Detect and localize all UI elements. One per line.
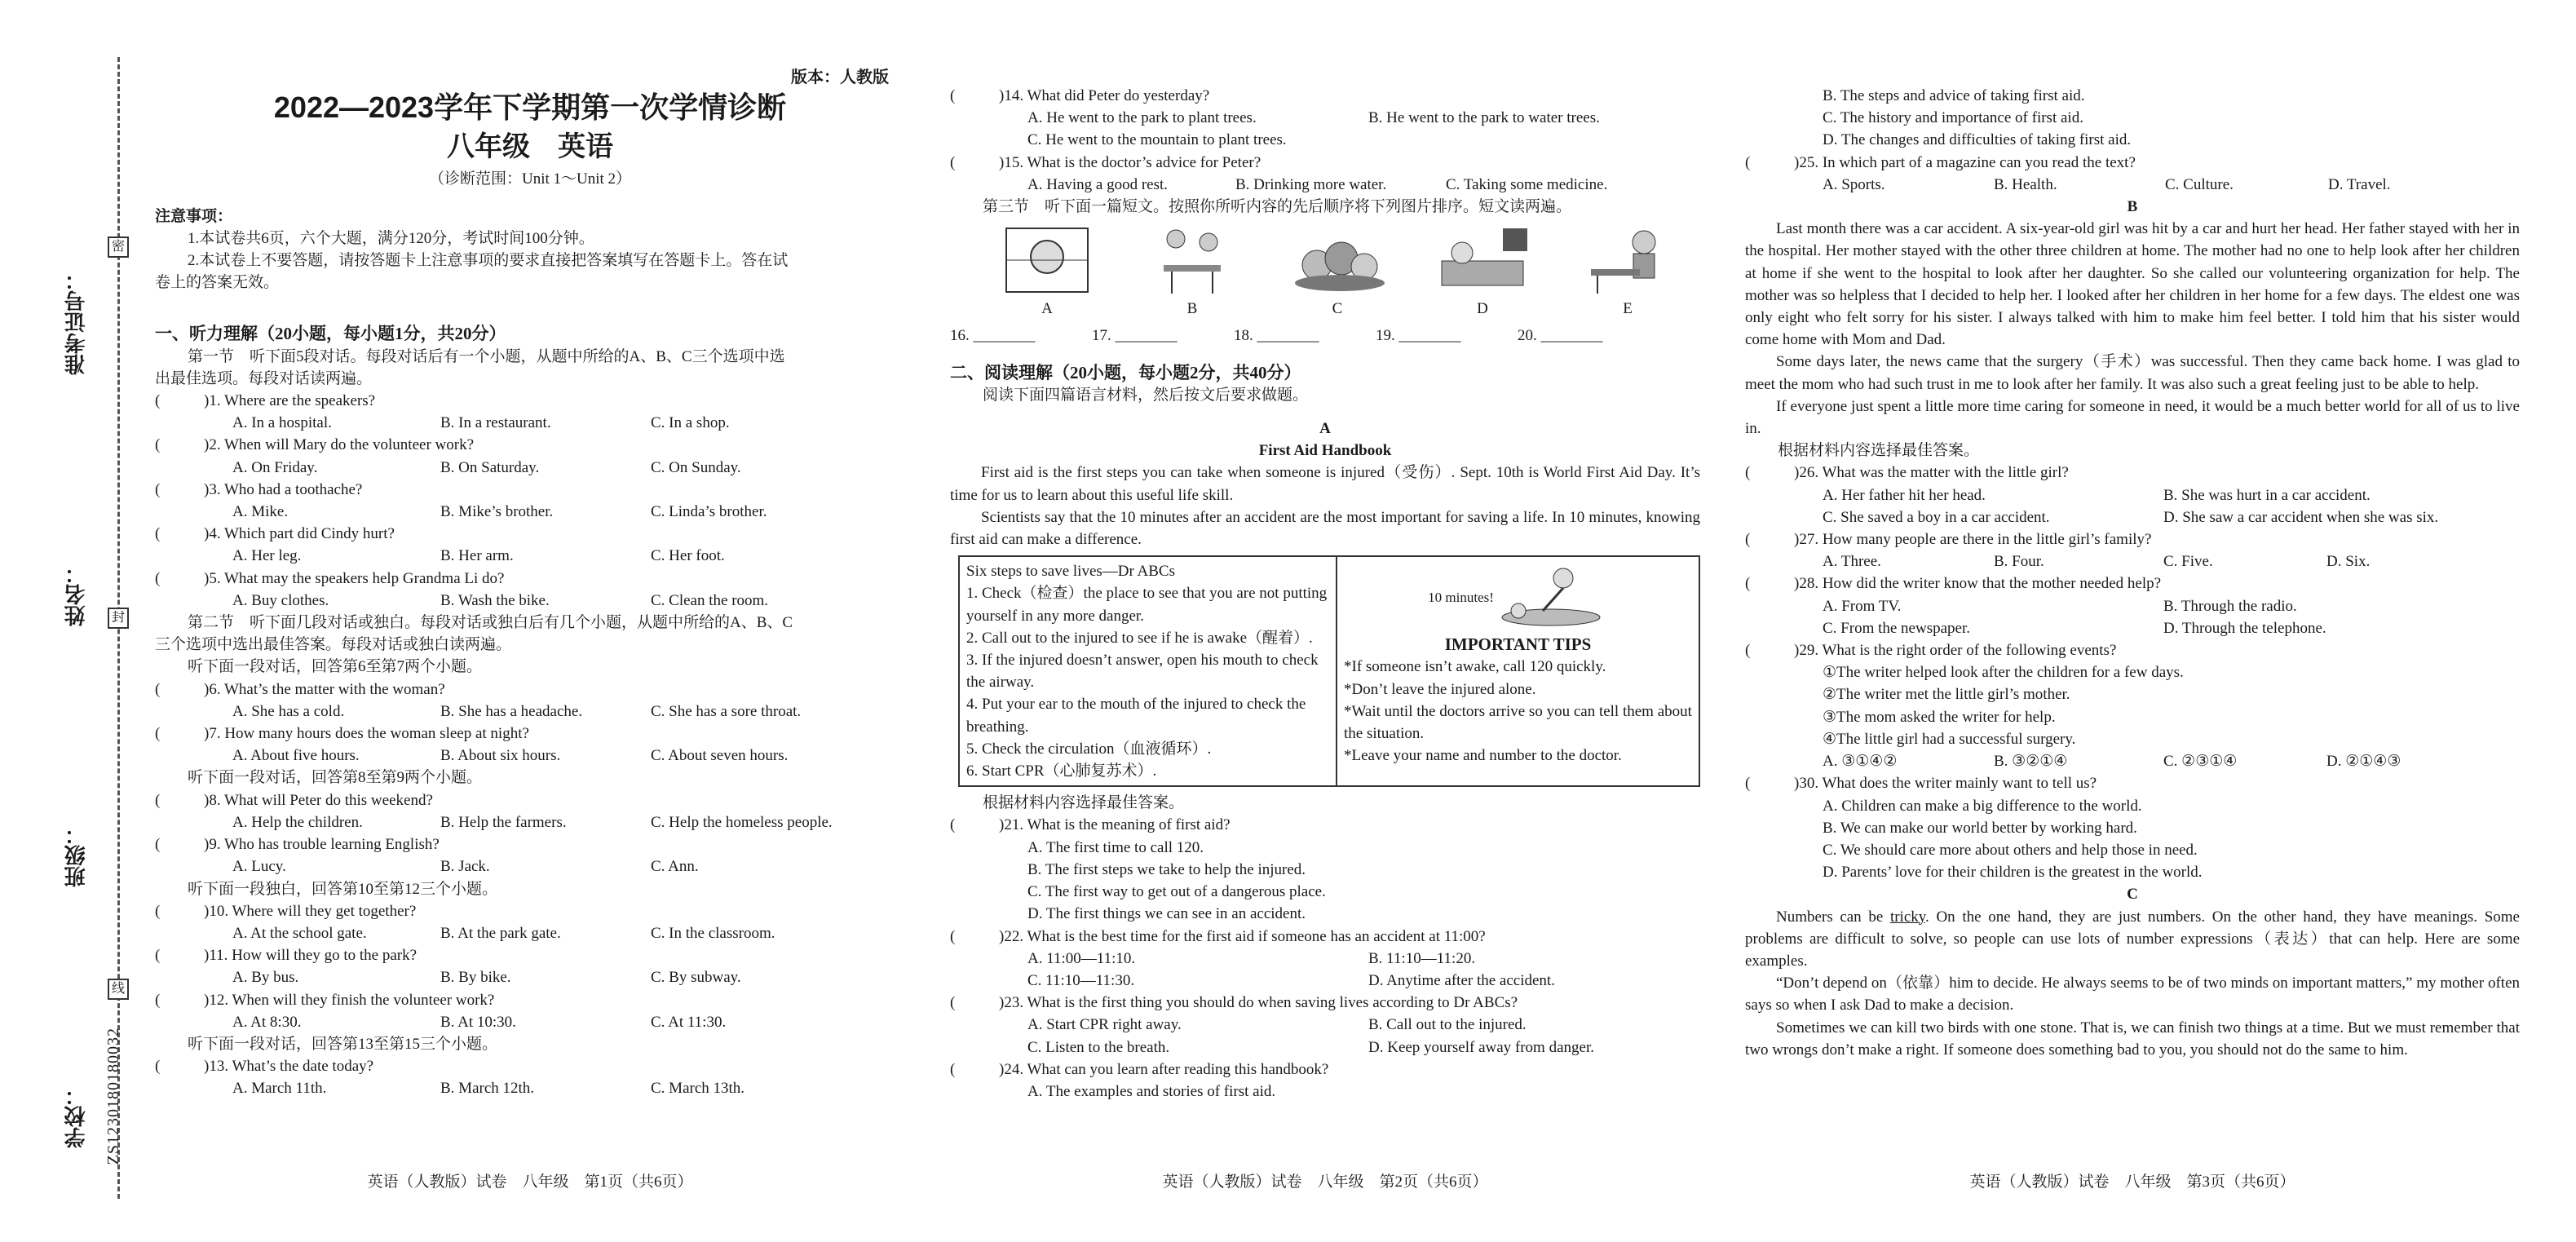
options: A. Sports. B. Health. C. Culture. D. Travel. [1823,175,2391,193]
note-line: 卷上的答案无效。 [155,274,280,292]
passage-b-label: B [2127,198,2138,216]
section2-intro: 阅读下面四篇语言材料，然后按文后要求做题。 [983,386,1309,404]
choose-note: 根据材料内容选择最佳答案。 [983,794,1185,812]
listening-note: 听下面一段独白，回答第10至第12三个小题。 [188,880,498,898]
passage-b-paragraph: Some days later, the news came that the surgery（手术）was successful. Then they came back home. I was glad to meet the mom who had such trust in me to look after her family. It was also such a great feeling just to be able to help. [1745,353,2520,393]
options: A. The first time to call 120. [1027,838,1204,856]
options: A. She has a cold. B. She has a headache. C. She has a sore throat. [232,702,802,720]
step-item: 4. Put your ear to the mouth of the injured to check the breathing. [966,696,1306,736]
picture-b [1120,224,1265,320]
edition-label: 版本：人教版 [791,69,889,86]
options: A. Her father hit her head. B. She was hurt in a car accident. [1823,486,2371,504]
question-22: ( ) 22. What is the best time for the first aid if someone has an accident at 11:00? [950,927,1486,945]
options: A. About five hours. B. About six hours. C. About seven hours. [232,747,789,765]
choose-note: 根据材料内容选择最佳答案。 [1778,442,1980,460]
options: A. At the school gate. B. At the park gate. C. In the classroom. [232,924,775,942]
cpr-illustration [1494,560,1608,634]
event-item: ①The writer helped look after the children for a few days. [1823,664,2184,682]
part3-intro: 第三节 听下面一篇短文。按照你所听内容的先后顺序将下列图片排序。短文读两遍。 [983,198,1572,216]
class-label: 班级： [64,824,88,887]
answer-blank[interactable]: 20. ________ [1518,327,1603,345]
exam-scope: （诊断范围：Unit 1～Unit 2） [428,170,632,188]
question-4: ( ) 4. Which part did Cindy hurt? [155,525,395,543]
options: C. Listen to the breath. D. Keep yourself away from danger. [1027,1038,1594,1056]
answer-blank[interactable]: 16. ________ [950,327,1036,345]
options: A. By bus. B. By bike. C. By subway. [232,969,741,987]
answer-blank[interactable]: 19. ________ [1376,327,1461,345]
question-10: ( ) 10. Where will they get together? [155,902,417,920]
picture-e [1555,224,1700,320]
step-item: 2. Call out to the injured to see if he is awake（醒着）. [966,629,1313,647]
options: C. She saved a boy in a car accident. D. She saw a car accident when she was six. [1823,508,2439,526]
options: D. The first things we can see in an accident. [1027,905,1306,923]
seal-char: 密 [108,236,129,258]
name-label: 姓名： [64,563,88,626]
listening-note: 听下面一段对话，回答第8至第9两个小题。 [188,769,483,787]
picture-row [974,224,1700,320]
question-5: ( ) 5. What may the speakers help Grandma Li do? [155,569,505,587]
people-table-illustration [1139,224,1245,298]
tips-panel [1337,557,1699,785]
passage-a-label: A [1319,420,1331,438]
event-item: ④The little girl had a successful surgery. [1823,730,2076,748]
passage-b-paragraph: Last month there was a car accident. A six-year-old girl was hit by a car and hurt her head. Her father stayed with her in the hospital. Her mother stayed with the other three children at home. The mother had no one to help look after her children at home if she went to the hospital to look after her daughter. So she called our volunteering organization for help. The mother was so helpless that I decided to help her. I looked after her children in her home for a few days. The eldest one was only eight who felt sorry for his sister. I always talked with him to make him feel better. I told him that his sister would come home with Mom and Dad. [1745,220,2520,349]
section1-title: 一、听力理解（20小题，每小题1分，共20分） [155,324,506,344]
seal-char: 线 [108,979,129,1000]
picture-c [1265,224,1410,320]
note-line: 1.本试卷共6页，六个大题，满分120分，考试时间100分钟。 [188,229,594,247]
options: A. In a hospital. B. In a restaurant. C. In a shop. [232,414,730,432]
options: B. The first steps we take to help the injured. [1027,860,1306,878]
underlined-word: tricky [1889,908,1926,926]
passage-a-paragraph: First aid is the first steps you can take when someone is injured（受伤）. Sept. 10th is World First Aid Day. It’s time for us to learn about this useful life skill. [950,464,1700,504]
tip-item: *If someone isn’t awake, call 120 quickly. [1344,658,1606,676]
event-item: ②The writer met the little girl’s mother. [1823,686,2070,704]
picture-d [1410,224,1555,320]
question-7: ( ) 7. How many hours does the woman sleep at night? [155,725,529,743]
question-24: ( ) 24. What can you learn after reading this handbook? [950,1060,1329,1078]
notes-title: 注意事项： [155,207,233,225]
passage-a-title: First Aid Handbook [1258,442,1392,460]
serial-number: ZS1230180180032 [104,1028,122,1165]
tip-item: *Don’t leave the injured alone. [1344,680,1536,698]
school-label: 学校： [64,1085,88,1148]
question-14: ( ) 14. What did Peter do yesterday? [950,87,1210,104]
question-29: ( ) 29. What is the right order of the following events? [1745,642,2117,660]
options: A. Mike. B. Mike’s brother. C. Linda’s brother. [232,503,767,521]
tip-item: *Wait until the doctors arrive so you can tell them about the situation. [1344,702,1692,743]
step-item: 3. If the injured doesn’t answer, open his mouth to check the airway. [966,652,1319,692]
tips-title: IMPORTANT TIPS [1444,634,1592,655]
listening-note: 听下面一段对话，回答第6至第7两个小题。 [188,658,483,676]
binding-strip [0,0,155,1242]
page-footer: 英语（人教版）试卷 八年级 第3页（共6页） [1969,1173,2295,1191]
options: A. March 11th. B. March 12th. C. March 13th. [232,1080,745,1098]
picture-a [974,224,1120,320]
tip-item: *Leave your name and number to the doctor. [1344,747,1622,765]
options: A. Children can make a big difference to the world. [1823,797,2142,815]
options: A. Start CPR right away. B. Call out to the injured. [1027,1016,1527,1034]
fruit-basket-illustration [1284,224,1390,298]
picture-label: E [1623,300,1633,318]
answer-blanks [950,325,1700,347]
event-item: ③The mom asked the writer for help. [1823,708,2056,726]
options: A. ③①④② B. ③②①④ C. ②③①④ D. ②①④③ [1823,753,2401,771]
options: A. Help the children. B. Help the farmers. C. Help the homeless people. [232,813,833,831]
options: A. On Friday. B. On Saturday. C. On Sunday. [232,458,741,476]
options: D. The changes and difficulties of taking first aid. [1823,131,2132,149]
question-9: ( ) 9. Who has trouble learning English? [155,836,440,854]
options: B. We can make our world better by working hard. [1823,819,2137,837]
question-12: ( ) 12. When will they finish the volunteer work? [155,991,495,1009]
part1-intro: 出最佳选项。每段对话读两遍。 [155,369,373,387]
options: C. From the newspaper. D. Through the telephone. [1823,619,2326,637]
passage-c-paragraph: Sometimes we can kill two birds with one stone. That is, we can finish two things at a time. But we must remember that two wrongs don’t make a right. If someone does something bad to you, you should not do the same to him. [1745,1019,2520,1059]
page-2 [950,0,1700,1242]
listening-note: 听下面一段对话，回答第13至第15三个小题。 [188,1035,498,1053]
options: C. 11:10—11:30. D. Anytime after the accident. [1027,971,1555,989]
question-28: ( ) 28. How did the writer know that the mother needed help? [1745,575,2162,593]
six-steps-title: Six steps to save lives—Dr ABCs [966,563,1175,581]
note-line: 2.本试卷上不要答题，请按答题卡上注意事项的要求直接把答案填写在答题卡上。答在试 [188,252,789,270]
options: C. He went to the mountain to plant trees. [1027,131,1287,149]
options: C. The history and importance of first aid. [1823,109,2083,127]
picture-label: A [1041,300,1053,318]
passage-c-label: C [2127,886,2138,904]
page-1 [155,0,905,1242]
part1-intro: 第一节 听下面5段对话。每段对话后有一个小题，从题中所给的A、B、C三个选项中选 [188,347,785,365]
options: A. At 8:30. B. At 10:30. C. At 11:30. [232,1013,727,1031]
child-desk-illustration [1575,224,1681,298]
step-item: 6. Start CPR（心肺复苏术）. [966,762,1157,780]
question-3: ( ) 3. Who had a toothache? [155,480,363,498]
options: A. Her leg. B. Her arm. C. Her foot. [232,547,725,565]
answer-blank[interactable]: 17. ________ [1092,327,1178,345]
part2-intro: 三个选项中选出最佳答案。每段对话或独白读两遍。 [155,636,512,654]
options: C. The first way to get out of a dangerous place. [1027,883,1326,901]
options: A. Lucy. B. Jack. C. Ann. [232,858,699,876]
options: A. He went to the park to plant trees. B. He went to the park to water trees. [1027,109,1600,127]
question-13: ( ) 13. What’s the date today? [155,1058,374,1076]
question-23: ( ) 23. What is the first thing you should do when saving lives according to Dr ABCs? [950,994,1518,1012]
picture-label: B [1186,300,1198,318]
question-21: ( ) 21. What is the meaning of first aid? [950,816,1231,834]
passage-b-paragraph: If everyone just spent a little more time caring for someone in need, it would be a much better world for all of us to live in. [1745,397,2520,438]
options: B. The steps and advice of taking first aid. [1823,87,2085,104]
question-27: ( ) 27. How many people are there in the little girl’s family? [1745,531,2152,549]
part2-intro: 第二节 听下面几段对话或独白。每段对话或独白后有几个小题，从题中所给的A、B、C [188,614,793,632]
question-11: ( ) 11. How will they go to the park? [155,947,418,965]
options: A. 11:00—11:10. B. 11:10—11:20. [1027,949,1476,967]
answer-blank[interactable]: 18. ________ [1234,327,1319,345]
options: D. Parents’ love for their children is the greatest in the world. [1823,864,2203,882]
question-30: ( ) 30. What does the writer mainly want to tell us? [1745,775,2097,793]
page-footer: 英语（人教版）试卷 八年级 第2页（共6页） [1162,1173,1488,1191]
first-aid-box [958,555,1700,787]
step-item: 1. Check（检查）the place to see that you are not putting yourself in any more danger. [966,585,1328,625]
page-footer: 英语（人教版）试卷 八年级 第1页（共6页） [367,1173,693,1191]
picture-label: D [1477,300,1488,318]
options: A. Having a good rest. B. Drinking more water. C. Taking some medicine. [1027,175,1608,193]
question-6: ( ) 6. What’s the matter with the woman? [155,680,445,698]
question-8: ( ) 8. What will Peter do this weekend? [155,791,433,809]
question-2: ( ) 2. When will Mary do the volunteer work? [155,436,475,454]
seal-char: 封 [108,608,129,629]
options: A. Three. B. Four. C. Five. D. Six. [1823,553,2371,571]
exam-subtitle: 八年级 英语 [447,131,613,163]
exam-number-label: 准考证号： [64,269,88,375]
question-25: ( ) 25. In which part of a magazine can you read the text? [1745,153,2136,171]
options: C. We should care more about others and help those in need. [1823,841,2198,859]
passage-c-paragraph: “Don’t depend on（依靠）him to decide. He always seems to be of two minds on important matters,” my mother often says so when I ask Dad to make a decision. [1745,975,2520,1014]
section2-title: 二、阅读理解（20小题，每小题2分，共40分） [950,362,1301,382]
options: A. From TV. B. Through the radio. [1823,597,2297,615]
exam-title: 2022—2023学年下学期第一次学情诊断 [273,91,787,124]
picture-label: C [1332,300,1343,318]
question-26: ( ) 26. What was the matter with the little girl? [1745,464,2069,482]
options: A. Buy clothes. B. Wash the bike. C. Clean the room. [232,591,769,609]
minutes-label: 10 minutes! [1428,589,1494,605]
question-1: ( ) 1. Where are the speakers? [155,392,376,410]
options: A. The examples and stories of first aid. [1027,1082,1276,1100]
passage-a-paragraph: Scientists say that the 10 minutes after an accident are the most important for saving a life. In 10 minutes, knowing first aid can make a difference. [950,508,1700,549]
six-steps-panel [960,557,1337,785]
child-window-illustration [994,224,1100,298]
step-item: 5. Check the circulation（血液循环）. [966,740,1212,758]
question-15: ( ) 15. What is the doctor’s advice for Peter? [950,153,1261,171]
passage-c-paragraph: Numbers can be tricky. On the one hand, they are just numbers. On the other hand, they have meanings. Some problems are difficult to solve, so people can use lots of number expressions（表达）that can help. Here are some examples. [1745,908,2520,970]
page-3 [1745,0,2520,1242]
sick-in-bed-illustration [1429,224,1535,298]
